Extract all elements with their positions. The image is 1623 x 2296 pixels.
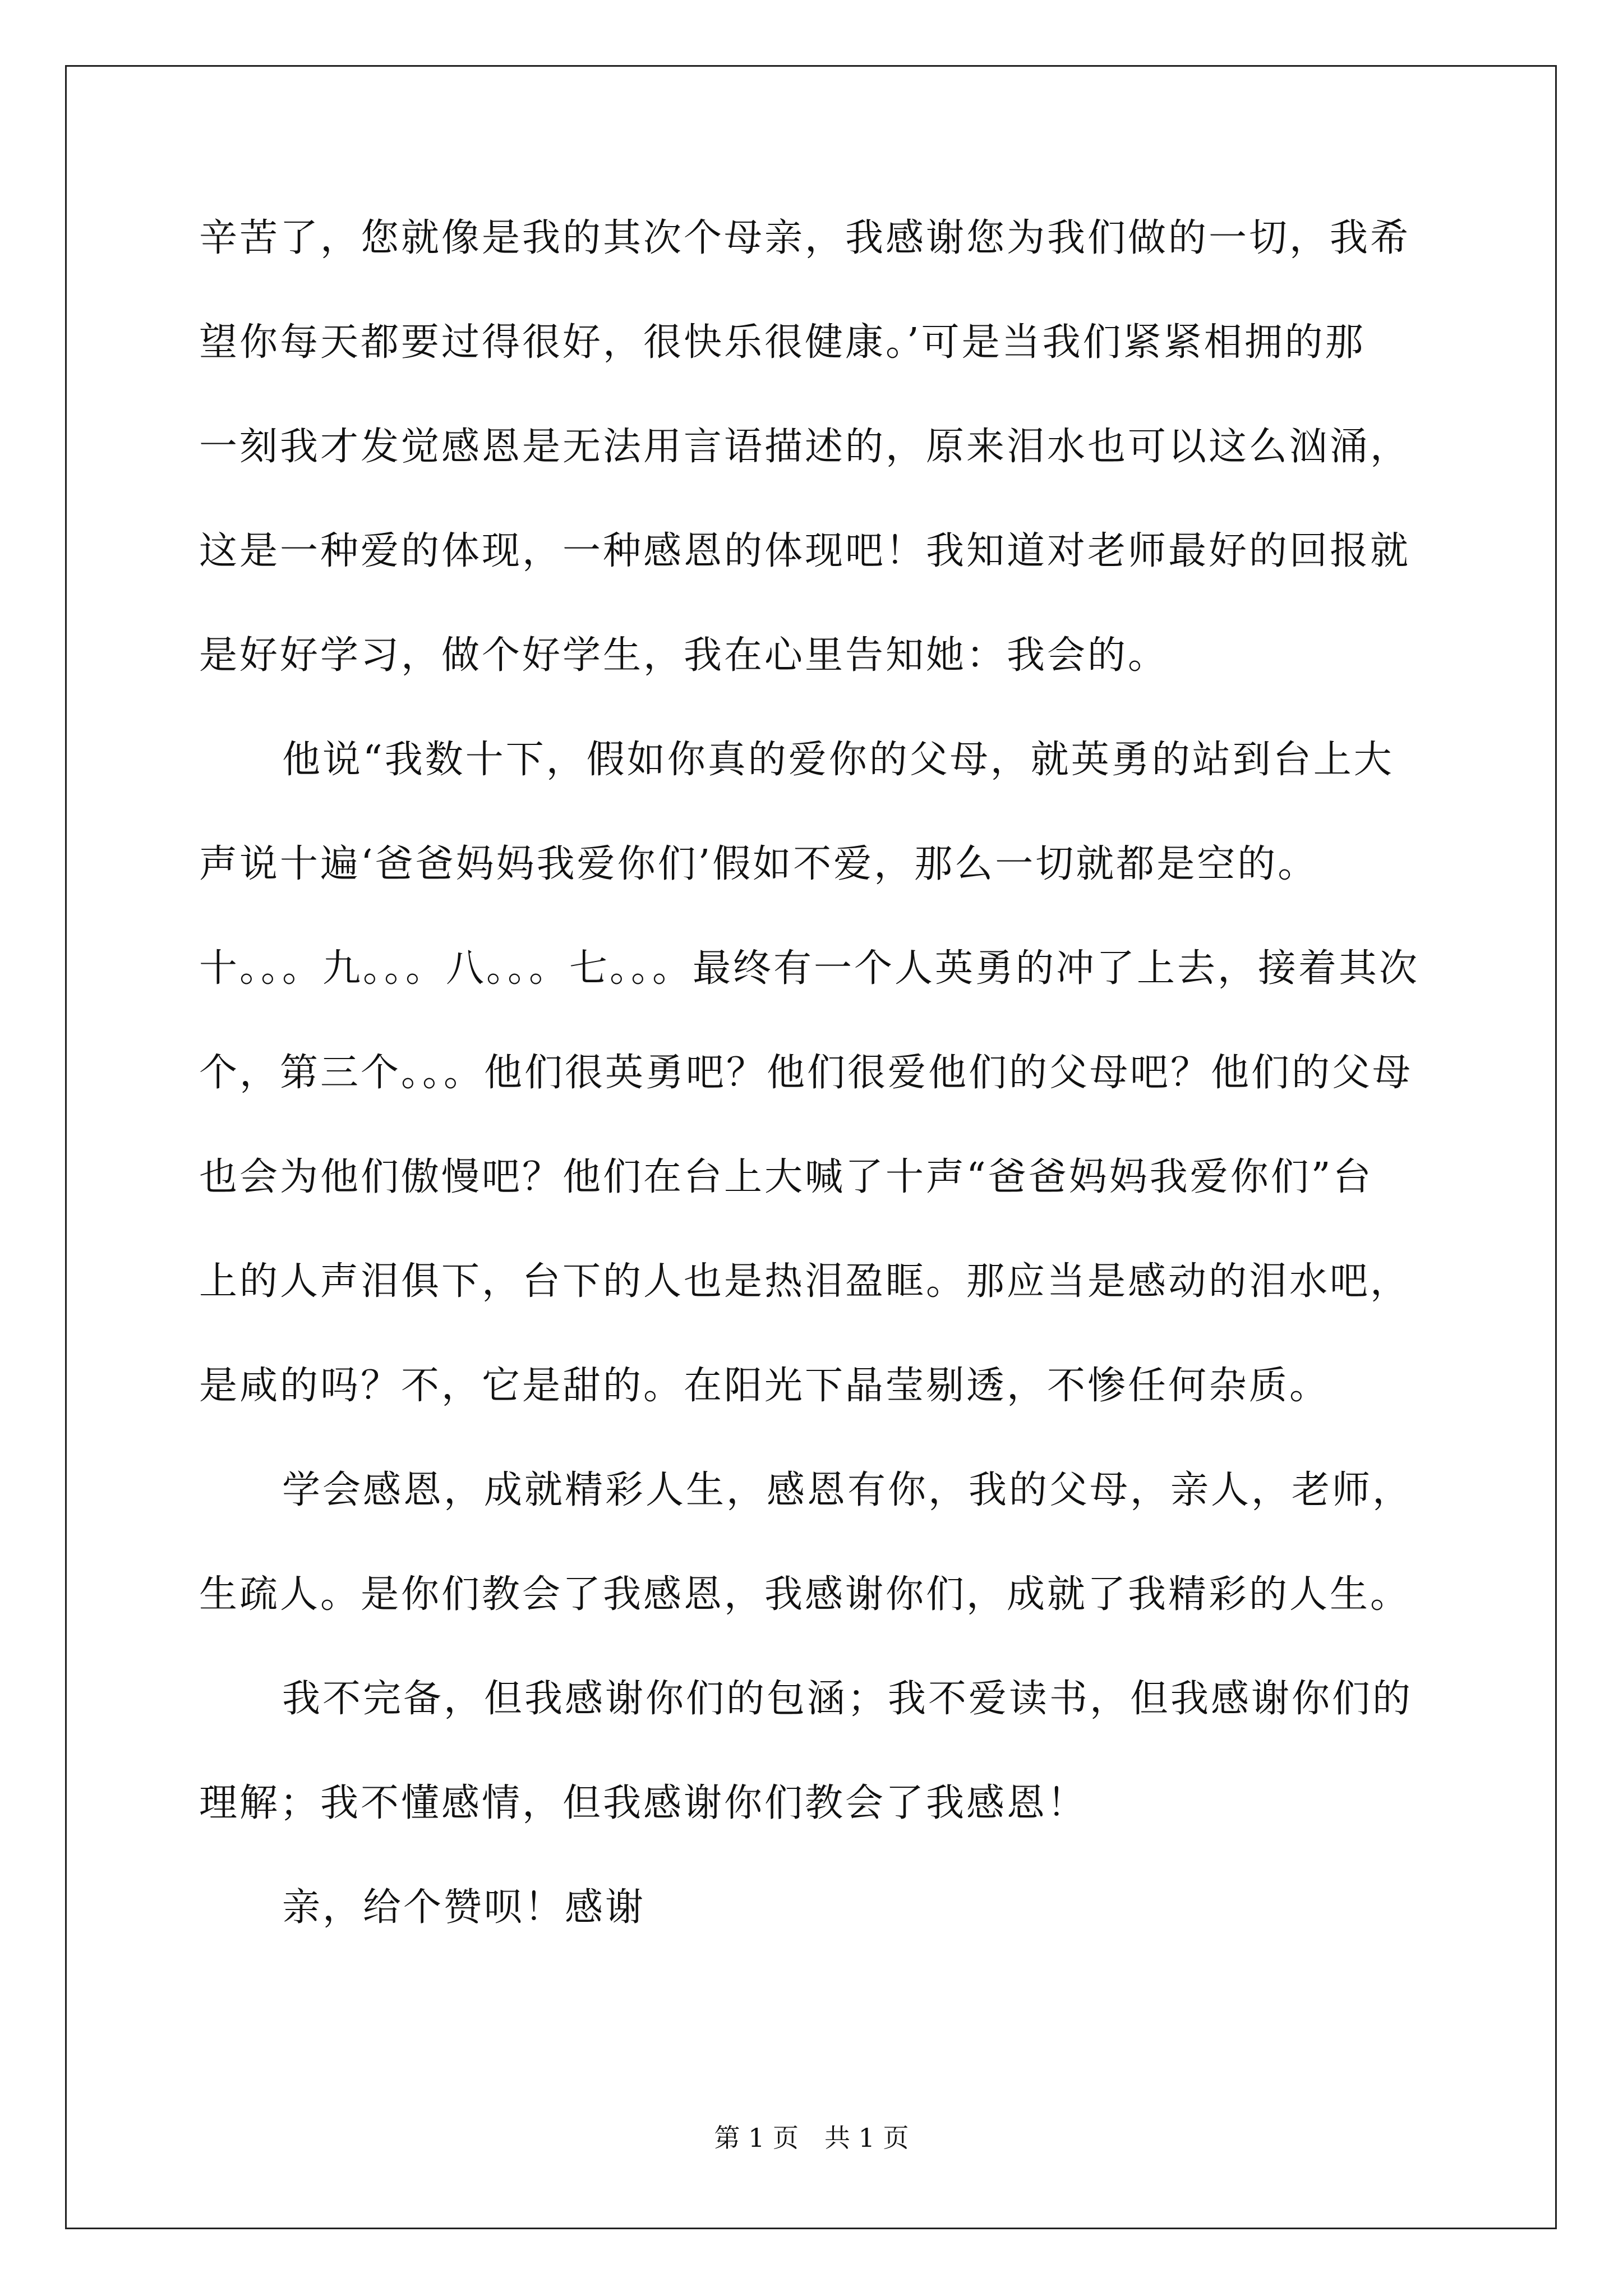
page-number-footer: 第 1 页 共 1 页 xyxy=(714,2123,909,2153)
text-line: 声说十遍‘爸爸妈妈我爱你们’假如不爱，那么一切就都是空的。 xyxy=(199,842,1318,886)
text-line: 望你每天都要过得很好，很快乐很健康。’可是当我们紧紧相拥的那 xyxy=(199,320,1366,365)
document-body xyxy=(199,208,1427,1981)
text-line: 上的人声泪俱下，台下的人也是热泪盈眶。那应当是感动的泪水吧， xyxy=(199,1259,1411,1304)
text-line: 他说“我数十下，假如你真的爱你的父母，就英勇的站到台上大 xyxy=(282,738,1394,782)
text-line: 学会感恩，成就精彩人生，感恩有你，我的父母，亲人，老师， xyxy=(282,1468,1413,1512)
text-line: 这是一种爱的体现，一种感恩的体现吧！我知道对老师最好的回报就 xyxy=(199,529,1411,573)
text-line: 生疏人。是你们教会了我感恩，我感谢你们，成就了我精彩的人生。 xyxy=(199,1572,1411,1617)
text-line: 我不完备，但我感谢你们的包涵；我不爱读书，但我感谢你们的 xyxy=(282,1677,1413,1721)
text-line: 也会为他们傲慢吧？他们在台上大喊了十声“爸爸妈妈我爱你们”台 xyxy=(199,1155,1373,1199)
text-line: 十。。。九。。。八。。。七。。。最终有一个人英勇的冲了上去，接着其次 xyxy=(199,946,1420,991)
text-line: 个，第三个。。。他们很英勇吧？他们很爱他们的父母吧？他们的父母 xyxy=(199,1051,1413,1095)
text-line: 理解；我不懂感情，但我感谢你们教会了我感恩！ xyxy=(199,1781,1088,1825)
text-line: 辛苦了，您就像是我的其次个母亲，我感谢您为我们做的一切，我希 xyxy=(199,216,1411,260)
text-line: 是好好学习，做个好学生，我在心里告知她：我会的。 xyxy=(199,633,1169,678)
text-line: 是咸的吗？不，它是甜的。在阳光下晶莹剔透，不惨任何杂质。 xyxy=(199,1364,1330,1408)
text-line: 一刻我才发觉感恩是无法用言语描述的，原来泪水也可以这么汹涌， xyxy=(199,425,1411,469)
text-line: 亲，给个赞呗！感谢 xyxy=(282,1885,646,1930)
